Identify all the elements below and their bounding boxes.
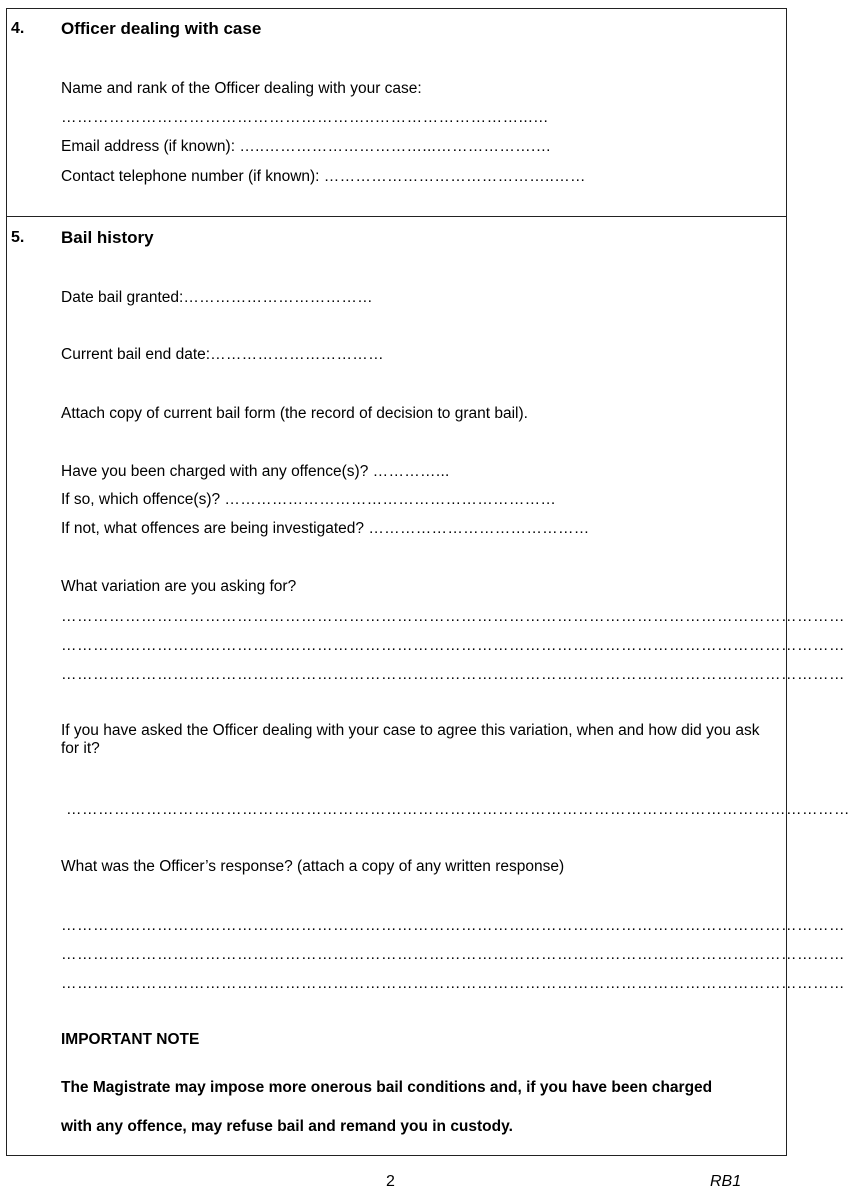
form-code: RB1 [710, 1173, 742, 1190]
section-4-heading: Officer dealing with case [61, 19, 262, 38]
bail-end-date-row [61, 346, 384, 364]
date-bail-granted-label: Date bail granted: [61, 289, 184, 306]
date-bail-granted-field[interactable]: ……………………………… [183, 289, 373, 306]
response-answer-line-3[interactable]: ………………………………………………………………………………………………………………………………… [61, 975, 845, 992]
bail-end-date-field[interactable]: …………………………… [210, 346, 384, 363]
charged-field[interactable]: …………... [372, 463, 450, 480]
important-note-line-1: The Magistrate may impose more onerous bail conditions and, if you have been charged [61, 1079, 713, 1096]
which-offences-label: If so, which offence(s)? [61, 491, 221, 508]
section-5-heading: Bail history [61, 228, 154, 247]
page-number: 2 [386, 1173, 395, 1190]
officer-phone-field[interactable]: ……………………………………..…… [323, 168, 586, 185]
response-answer-line-2[interactable]: ………………………………………………………………………………………………………………………………… [61, 946, 845, 963]
section-divider [7, 216, 786, 217]
officer-email-field[interactable]: …..…………………………...……………….… [239, 138, 552, 155]
officer-name-rank-field[interactable]: …………………………………………………..………………………...… [61, 109, 550, 126]
variation-question: What variation are you asking for? [61, 578, 297, 595]
section-4-number: 4. [11, 20, 25, 37]
officer-email-label: Email address (if known): [61, 138, 236, 155]
asked-officer-answer-line[interactable]: ………………………………………………………………………………………………………………………………… [66, 801, 850, 818]
variation-answer-line-2[interactable]: ………………………………………………………………………………………………………………………………… [61, 637, 845, 654]
officer-email-row [61, 138, 551, 156]
charged-label: Have you been charged with any offence(s)? [61, 463, 369, 480]
officer-name-rank-label: Name and rank of the Officer dealing with your case: [61, 80, 422, 97]
officer-phone-row [61, 168, 586, 186]
which-offences-row [61, 491, 556, 509]
investigated-offences-row [61, 520, 590, 538]
officer-phone-label: Contact telephone number (if known): [61, 168, 320, 185]
section-5-number: 5. [11, 229, 25, 246]
important-note-heading: IMPORTANT NOTE [61, 1031, 200, 1048]
investigated-offences-label: If not, what offences are being investigated? [61, 520, 365, 537]
investigated-offences-field[interactable]: …………………………………… [368, 520, 590, 537]
variation-answer-line-1[interactable]: ………………………………………………………………………………………………………………………………… [61, 608, 845, 625]
bail-end-date-label: Current bail end date: [61, 346, 211, 363]
charged-row [61, 463, 450, 481]
asked-officer-question: If you have asked the Officer dealing with your case to agree this variation, when and how did you ask for it? [61, 722, 760, 757]
which-offences-field[interactable]: ……………………………………………………… [224, 491, 557, 508]
attach-bail-form-instruction: Attach copy of current bail form (the record of decision to grant bail). [61, 405, 528, 422]
date-bail-granted-row [61, 289, 373, 307]
variation-answer-line-3[interactable]: ………………………………………………………………………………………………………………………………… [61, 666, 845, 683]
response-answer-line-1[interactable]: ………………………………………………………………………………………………………………………………… [61, 917, 845, 934]
officer-response-question: What was the Officer’s response? (attach a copy of any written response) [61, 858, 565, 875]
important-note-line-2: with any offence, may refuse bail and remand you in custody. [61, 1118, 513, 1135]
